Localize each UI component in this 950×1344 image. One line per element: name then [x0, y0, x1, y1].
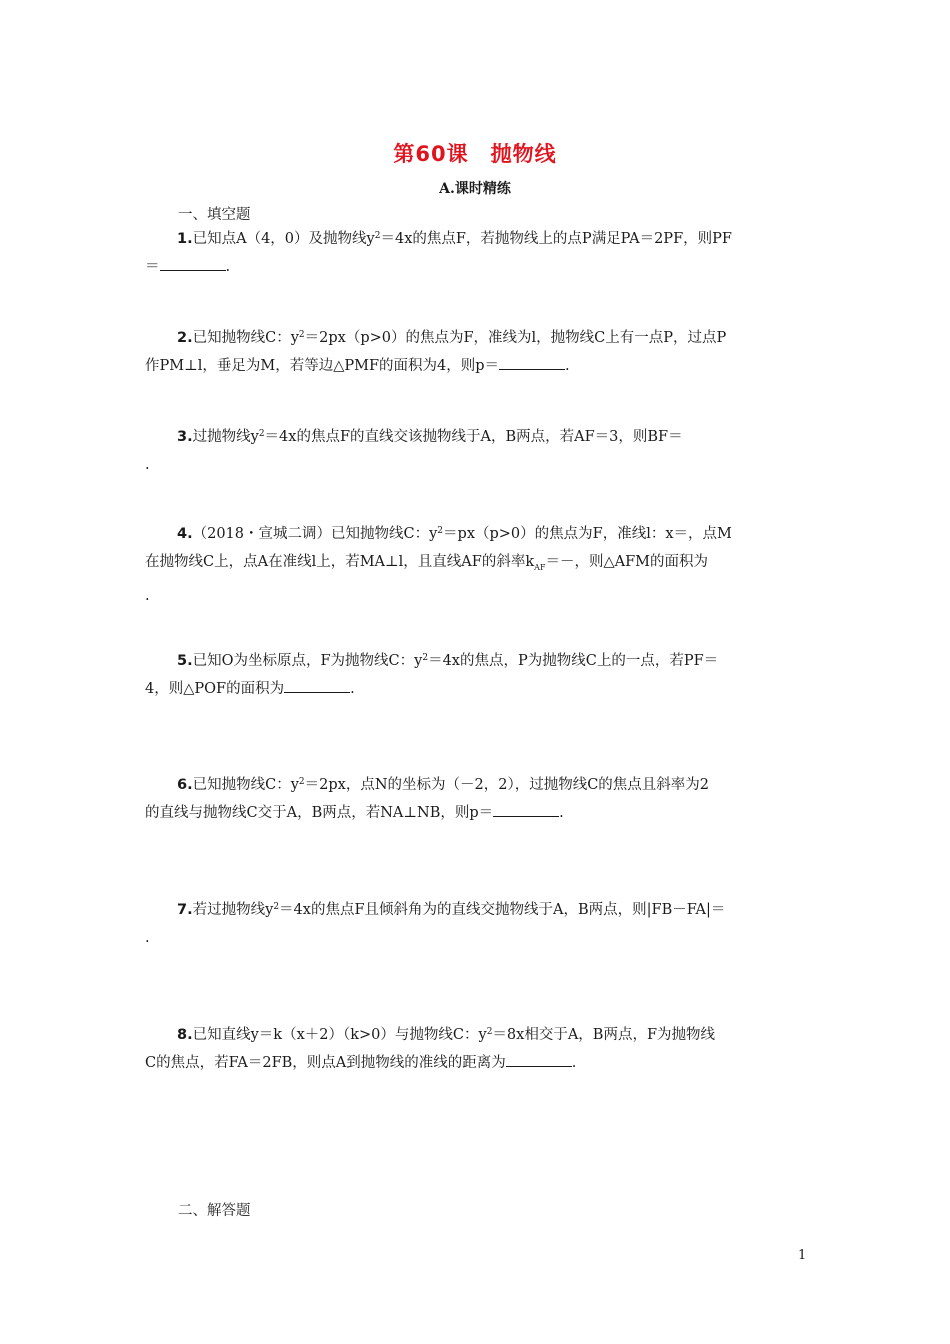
question-text: ＝8x相交于A，B两点，F为抛物线 [492, 1027, 716, 1043]
page-title: 第60课 抛物线 [393, 142, 557, 166]
answer-blank[interactable] [284, 678, 350, 693]
answer-blank[interactable] [160, 256, 226, 271]
page-number: 1 [798, 1248, 807, 1263]
question-number: 6. [177, 777, 193, 793]
question-text: 已知直线y＝k（x＋2）（k>0）与抛物线C：y [192, 1027, 487, 1043]
question-text: . [571, 1055, 577, 1071]
question-text: ＝ [145, 259, 160, 275]
question-text: 4，则△POF的面积为 [145, 681, 285, 697]
question-6: 6.已知抛物线C：$y^2=2px$，点N的坐标为（－2，2），过抛物线C的焦点且斜率为2 的直线与抛物线C交于A，B两点，若NA⊥NB，则p＝ . [145, 777, 710, 821]
question-text: . [145, 930, 150, 946]
question-8: 8.已知直线y＝k（x＋2）（k>0）与抛物线C：$y^2=8x$相交于A，B两点，F为抛物线 C的焦点，若FA＝2FB，则点A到抛物线的准线的距离为 . [145, 1027, 716, 1071]
question-text: 过抛物线y [192, 429, 259, 445]
question-3: 3.过抛物线$y^2=4x$的焦点F的直线交该抛物线于A，B两点，若AF＝3，则BF＝ . [145, 429, 683, 473]
question-4: 4.（2018・宣城二调）已知抛物线C：$y^2=px(p>0)$的焦点为F，准线l：x＝，点M 在抛物线C上，点A在准线l上，若MA⊥l，且直线AF的斜率$k_{AF}=-$，则△AFM的面积为 . [145, 526, 732, 604]
question-text: ＝px（p>0）的焦点为F，准线l：x＝，点M [443, 526, 732, 542]
question-text: . [350, 681, 355, 697]
question-text: . [225, 259, 231, 275]
question-text: . [145, 587, 150, 604]
section-heading-answer: 二、解答题 [178, 1203, 251, 1219]
question-text: （2018・宣城二调）已知抛物线C：y [192, 526, 438, 542]
question-2: 2.已知抛物线C：$y^2=2px(p>0)$的焦点为F，准线为l，抛物线C上有一点P，过点P 作PM⊥l，垂足为M，若等边△PMF的面积为4，则p＝ . [145, 330, 727, 374]
answer-blank[interactable] [506, 1052, 572, 1067]
question-number: 7. [177, 902, 193, 918]
section-heading-fill-blank: 一、填空题 [178, 207, 251, 223]
question-number: 2. [177, 330, 193, 346]
question-text: 已知点A（4，0）及抛物线y [192, 231, 375, 247]
question-text: 的直线与抛物线C交于A，B两点，若NA⊥NB，则p＝ [145, 805, 494, 821]
question-text: ＝4x的焦点F，若抛物线上的点P满足PA＝2PF，则PF [380, 231, 732, 247]
question-number: 3. [177, 429, 193, 445]
question-text: ＝2px，点N的坐标为（－2，2），过抛物线C的焦点且斜率为2 [304, 777, 710, 793]
question-text: 若过抛物线y [192, 902, 274, 918]
question-text: ＝2px（p>0）的焦点为F，准线为l，抛物线C上有一点P，过点P [304, 330, 727, 346]
question-text: C的焦点，若FA＝2FB，则点A到抛物线的准线的距离为 [145, 1055, 506, 1071]
question-text: 已知抛物线C：y [192, 777, 299, 793]
question-text: ＝4x的焦点，P为抛物线C上的一点，若PF＝ [428, 653, 719, 669]
question-number: 4. [177, 526, 193, 542]
question-5: 5.已知O为坐标原点，F为抛物线C：$y^2=4x$的焦点，P为抛物线C上的一点，若PF＝ 4，则△POF的面积为 . [145, 653, 719, 697]
question-text: ＝4x的焦点F且倾斜角为的直线交抛物线于A，B两点，则|FB－FA|＝ [279, 902, 726, 918]
answer-blank[interactable] [499, 355, 565, 370]
question-number: 8. [177, 1027, 193, 1043]
question-1: 1.已知点A（4，0）及抛物线$y^2=4x$的焦点F，若抛物线上的点P满足PA＝2PF，则PF ＝ . [145, 231, 732, 275]
question-text: ＝4x的焦点F的直线交该抛物线于A，B两点，若AF＝3，则BF＝ [264, 429, 683, 445]
question-text: . [559, 805, 564, 821]
question-text: . [565, 358, 570, 374]
question-number: 5. [177, 653, 193, 669]
question-7: 7.若过抛物线$y^2=4x$的焦点F且倾斜角为的直线交抛物线于A，B两点，则|FB－FA|＝ . [145, 902, 726, 946]
question-text: ＝－，则△AFM的面积为 [545, 554, 708, 570]
question-text: . [145, 457, 150, 473]
question-text: 作PM⊥l，垂足为M，若等边△PMF的面积为4，则p＝ [145, 358, 500, 374]
question-number: 1. [177, 231, 193, 247]
question-text: 已知O为坐标原点，F为抛物线C：y [192, 653, 423, 669]
question-text: 在抛物线C上，点A在准线l上，若MA⊥l，且直线AF的斜率k [145, 554, 535, 570]
answer-blank[interactable] [493, 802, 559, 817]
question-text: 已知抛物线C：y [192, 330, 299, 346]
subscript-text: AF [534, 562, 546, 572]
page-subtitle: A.课时精练 [439, 181, 511, 197]
